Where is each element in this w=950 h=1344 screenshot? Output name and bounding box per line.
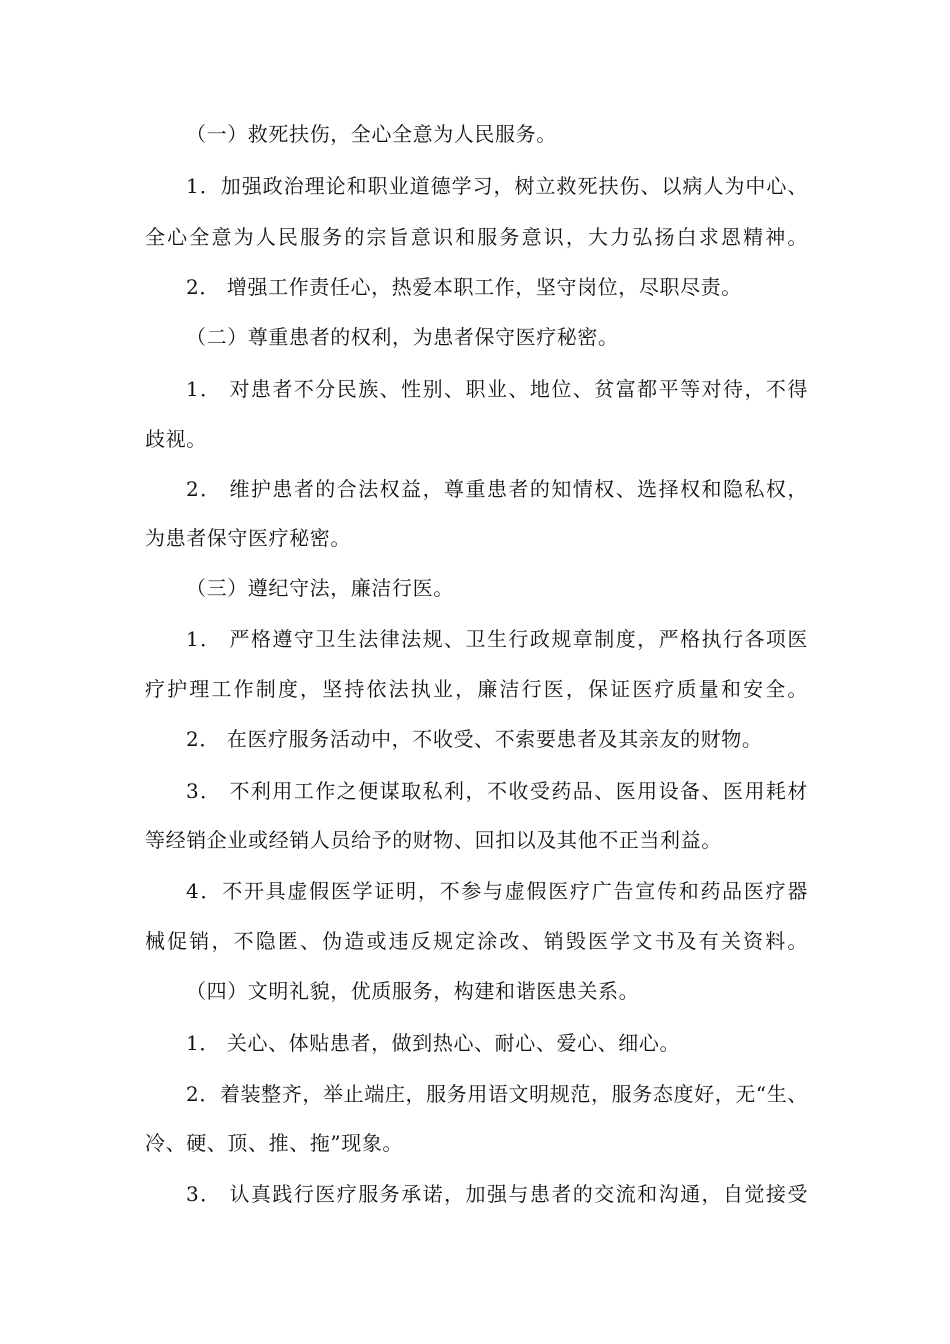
section-heading-1: （一）救死扶伤，全心全意为人民服务。	[186, 122, 557, 146]
section-heading-4: （四）文明礼貌，优质服务，构建和谐医患关系。	[186, 979, 640, 1003]
paragraph-line: 1．加强政治理论和职业道德学习，树立救死扶伤、以病人为中心、	[186, 174, 808, 198]
paragraph-line: 1． 关心、体贴患者，做到热心、耐心、爱心、细心。	[186, 1031, 681, 1055]
section-heading-3: （三）遵纪守法，廉洁行医。	[186, 576, 454, 600]
paragraph-line: 等经销企业或经销人员给予的财物、回扣以及其他不正当利益。	[145, 828, 722, 852]
paragraph-line: 2． 维护患者的合法权益，尊重患者的知情权、选择权和隐私权，	[186, 477, 808, 501]
paragraph-line: 2． 在医疗服务活动中，不收受、不索要患者及其亲友的财物。	[186, 727, 763, 751]
paragraph-line: 冷、硬、顶、推、拖”现象。	[145, 1131, 404, 1155]
paragraph-line: 全心全意为人民服务的宗旨意识和服务意识，大力弘扬白求恩精神。	[145, 225, 808, 249]
paragraph-line: 3． 认真践行医疗服务承诺，加强与患者的交流和沟通，自觉接受	[186, 1182, 808, 1206]
section-heading-2: （二）尊重患者的权利，为患者保守医疗秘密。	[186, 325, 619, 349]
paragraph-line: 3． 不利用工作之便谋取私利，不收受药品、医用设备、医用耗材	[186, 779, 808, 803]
paragraph-line: 为患者保守医疗秘密。	[145, 526, 351, 550]
paragraph-line: 歧视。	[145, 427, 207, 451]
paragraph-line: 2．着装整齐，举止端庄，服务用语文明规范，服务态度好，无“生、	[186, 1082, 808, 1106]
paragraph-line: 4．不开具虚假医学证明，不参与虚假医疗广告宣传和药品医疗器	[186, 879, 808, 903]
paragraph-line: 1． 严格遵守卫生法律法规、卫生行政规章制度，严格执行各项医	[186, 627, 808, 651]
paragraph-line: 1． 对患者不分民族、性别、职业、地位、贫富都平等对待，不得	[186, 377, 808, 401]
paragraph-line: 械促销，不隐匿、伪造或违反规定涂改、销毁医学文书及有关资料。	[145, 929, 808, 953]
paragraph-line: 疗护理工作制度，坚持依法执业，廉洁行医，保证医疗质量和安全。	[145, 677, 808, 701]
paragraph-line: 2． 增强工作责任心，热爱本职工作，坚守岗位，尽职尽责。	[186, 275, 742, 299]
